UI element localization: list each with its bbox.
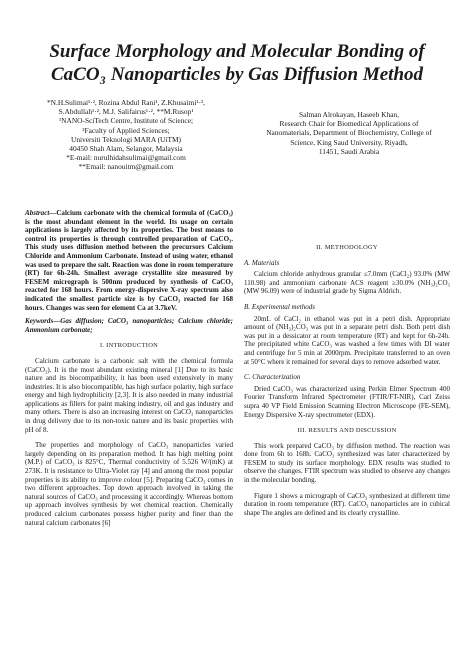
abstract [25, 209, 233, 312]
affiliation-line: Research Chair for Biomedical Applications of [279, 119, 419, 129]
authors-block-right [240, 110, 458, 156]
methods-paragraph: 20mL of CaCl₂ in ethanol was put in a petri dish. Appropriate amount of (NH₃)₂CO₃ was put in a separate petri dish. Both petri dish was put in a dessicator at room temperature (RT) and kept for 6h-24h. The precipitated white CaCO₃ was washed a few times with DI water and centrifuge for 5 min at 2000rpm. Precipitate transferred to an oven at 50°C where it remained for several days to remove adsorbed water. [244, 314, 450, 366]
subsection-characterization: C. Characterization [244, 373, 301, 382]
abstract-lead: Abstract [25, 209, 50, 217]
subsection-materials: A. Materials [244, 258, 280, 267]
results-paragraph-1: This work prepared CaCO₃ by diffusion method. The reaction was done from 6h to 168h. CaCO₃ synthesized was later characterized by FESEM to study its surface morphology. EDX results was studied to observe the changes. FTIR spectrum was studied to observe any changes in the molecular bonding. [244, 441, 450, 485]
section-heading-results: III. RESULTS AND DISCUSSION [297, 427, 397, 435]
characterization-paragraph: Dried CaCO₃ was characterized using Perkin Elmer Spectrum 400 Fourier Transform Infrared Spectrometer (FTIR/FT-NIR), Carl Zeiss supra 40 VP Field Emission Scanning Electron Microscope (FE-SEM), Energy Dispersive X-ray spectrometer (EDX). [244, 384, 450, 419]
title-line-2: CaCO₃ Nanoparticles by Gas Diffusion Method [50, 64, 424, 85]
affiliation-line: Science, King Saud University, Riyadh, [290, 137, 408, 147]
author-line: *N.H.Sulimai¹·², Rozina Abdul Rani¹, Z.Khusaimi¹·², [46, 98, 206, 107]
authors-block-left [26, 98, 226, 172]
keywords: Keywords—Gas diffusion; CaCO₃ nanoparticles; Calcium chloride; Ammonium carbonate; [25, 317, 233, 334]
email-line: *E-mail: nurulhidahsulimai@gmail.com [66, 153, 186, 163]
affiliation-line: Nanomaterials, Department of Biochemistry, College of [266, 128, 432, 138]
author-line: Salman Alrokayan, Haseeb Khan, [299, 110, 399, 119]
affiliation-line: 40450 Shah Alam, Selangor, Malaysia [69, 144, 183, 154]
section-heading-methodology: II. METHODOLOGY [316, 244, 378, 251]
author-line: S.Abdullah¹·², M.J. Salifairus¹·², **M.Rusop¹ [58, 107, 194, 117]
email-line: **Email: nanouitm@gmail.com [78, 162, 174, 172]
paper-title [20, 40, 454, 86]
abstract-text: —Calcium carbonate with the chemical formula of (CaCO₃) is the most abundant element in the world. Its usage on certain applications is largely affected by its properties. The best means to control its properties is through controlled preparation of CaCO₃. This study uses diffusion method between the precursors Calcium Chloride and Ammonium Carbonate. Instead of using water, ethanol was used to prepare the salt. Reaction was done in room temperature (RT) for 6h-24h. Smallest average crystallite size measured by FESEM micrograph is 500nm produced by synthesis of CaCO₃ reacted for 168 hours. From energy-dispersive X-ray spectrum also indicated the smallest particle size is by CaCO₃ reacted for 168 hours. Changes was seen for element Ca at 3.7keV. [25, 209, 233, 312]
affiliation-line: ²Faculty of Applied Sciences; [82, 125, 170, 135]
intro-paragraph-1: Calcium carbonate is a carbonic salt with the chemical formula (CaCO₃). It is the most abundant existing mineral [1] Due to its basic nature and its biocompatibility, it has been used extensively in many industries. It is also biocompatible, has high surface polarity, high surface energy and high hydrophilicity [2,3]. It is also needed in many industrial applications as fillers for paint making industry, oil and gas industry and many others. There is also an increasing interest on CaCO₃ nanoparticles in drug delivery due to its non-toxic nature and its basic properties with pH of 8. [25, 356, 233, 434]
section-heading-introduction: I. INTRODUCTION [99, 342, 159, 350]
affiliation-line: Universiti Teknologi MARA (UiTM) [71, 134, 181, 144]
materials-paragraph: Calcium chloride anhydrous granular ≤7.0mm (CaCl₂) 93.0% (MW 110.98) and ammonium carbonate ACS reagent ≥30.0% (NH₃)₂CO₃ (MW 96.09) were of industrial grade by Sigma Aldrich. [244, 270, 450, 296]
affiliation-line: 11451, Saudi Arabia [318, 146, 380, 156]
intro-paragraph-2: The properties and morphology of CaCO₃ nanoparticles varied largely depending on its preparation method. It has high melting point (M.P.) of CaCO₃ is 825°C, Thermal conductivity of 5.526 W/(mK) at 273K. It is resistance to Ultra-Violet ray [4] and among the most popular properties is its ability to improve colour [5]. Preparing CaCO₃ comes in two different approaches. Top down approach involved in taking the natural sources of CaCO₃ and processing it accordingly. Whereas bottom up approach involves synthesis by wet chemical reaction. Chemically produced calcium carbonates possess higher purity and finer than the natural calcium carbonates [6] [25, 441, 233, 527]
title-line-1: Surface Morphology and Molecular Bonding of [49, 41, 425, 62]
left-column [25, 209, 233, 534]
right-column [244, 236, 450, 524]
subsection-experimental-methods: B. Experimental methods [244, 302, 316, 311]
affiliation-line: ¹NANO-SciTech Centre, Institute of Science; [58, 116, 194, 126]
results-paragraph-2: Figure 1 shows a micrograph of CaCO₃ synthesized at different time duration in room temperature (RT). CaCO₃ nanoparticles are in cubical shape The angles are defined and its clearly crystalline. [244, 491, 450, 517]
